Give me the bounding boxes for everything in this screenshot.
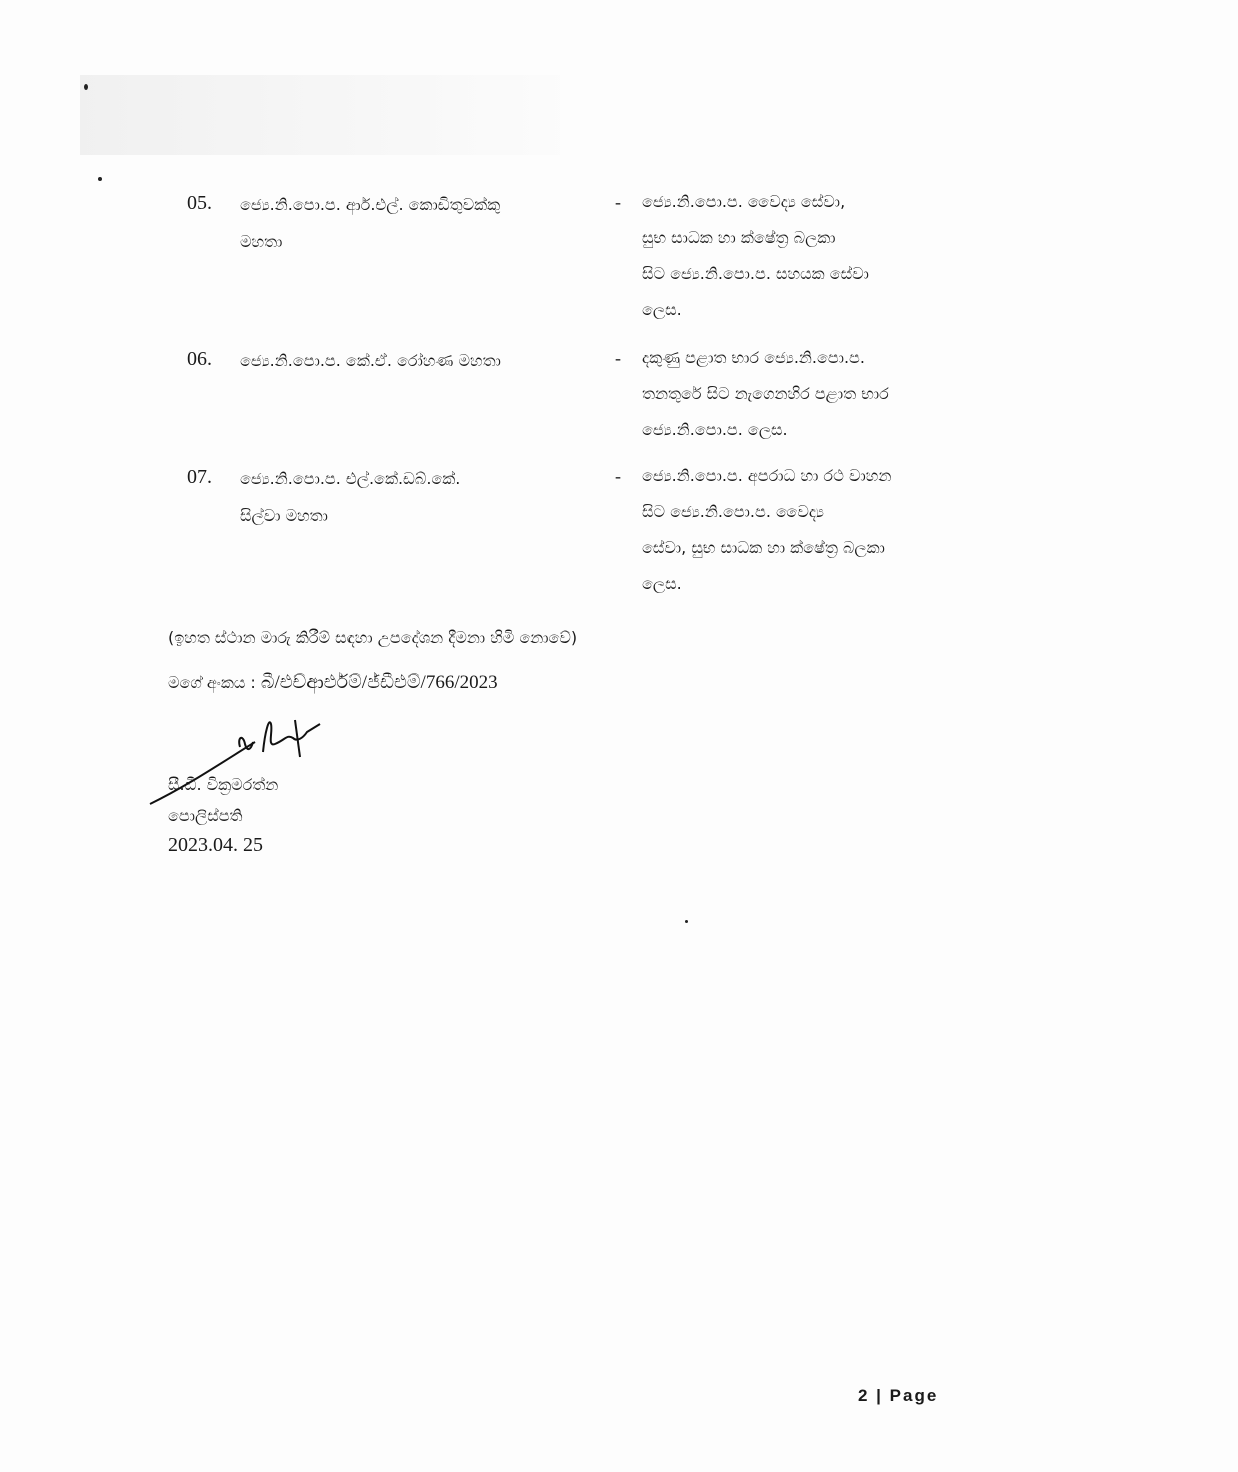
scan-artifact: [80, 75, 560, 155]
transfer-description: දකුණු පළාත භාර ජ්‍යෙ.නි.පො.ප. තනතුරේ සිට නැගෙනහිර පළාත භාර ජ්‍යෙ.නි.පො.ප. ලෙස.: [642, 348, 889, 439]
reference-value: බී/එච්ආර්එම්/ජ්ඩීඑම්/766/2023: [260, 672, 498, 693]
entry-dash: -: [615, 466, 621, 486]
officer-name: ජ්‍යෙ.නි.පො.ප. ආර්.එල්. කොඩිතුවක්කු මහතා: [240, 195, 501, 251]
scan-speck: [98, 177, 102, 181]
signatory-name: සී.ඩී. වික්‍රමරත්න: [168, 775, 279, 794]
reference-number: [168, 672, 498, 694]
transfer-description: ජ්‍යෙ.නි.පො.ප. වෛද්‍ය සේවා, සුභ සාධක හා ක්ෂේත්‍ර බලකා සිට ජ්‍යෙ.නි.පො.ප. සහයක සේවා ලෙස.: [642, 192, 869, 319]
handwritten-signature: [145, 712, 335, 812]
reference-label: මගේ අංකය :: [168, 673, 261, 692]
entry-number: 05.: [187, 192, 212, 214]
signatory-title: පොලිස්පති: [168, 806, 243, 825]
page-footer: 2 | Page: [858, 1386, 939, 1405]
scan-speck: [84, 84, 88, 90]
entry-dash: -: [615, 192, 621, 212]
officer-name: ජ්‍යෙ.නි.පො.ප. කේ.ඒ. රෝහණ මහතා: [240, 351, 501, 370]
officer-name: ජ්‍යෙ.නි.පො.ප. එල්.කේ.ඩබ්.කේ. සිල්වා මහතා: [240, 469, 461, 525]
signature-date: 2023.04. 25: [168, 834, 263, 856]
entry-number: 06.: [187, 348, 212, 370]
entry-number: 07.: [187, 466, 212, 488]
transfer-description: ජ්‍යෙ.නි.පො.ප. අපරාධ හා රථ වාහන සිට ජ්‍යෙ.නි.පො.ප. වෛද්‍ය සේවා, සුභ සාධක හා ක්ෂේත්‍ර බලකා ලෙස.: [642, 466, 892, 593]
entry-dash: -: [615, 348, 621, 368]
scan-speck: [685, 920, 688, 923]
allowance-note: (ඉහත ස්ථාන මාරු කිරීම් සඳහා උපදේශන දීමනා හිමි නොවේ): [168, 628, 578, 647]
